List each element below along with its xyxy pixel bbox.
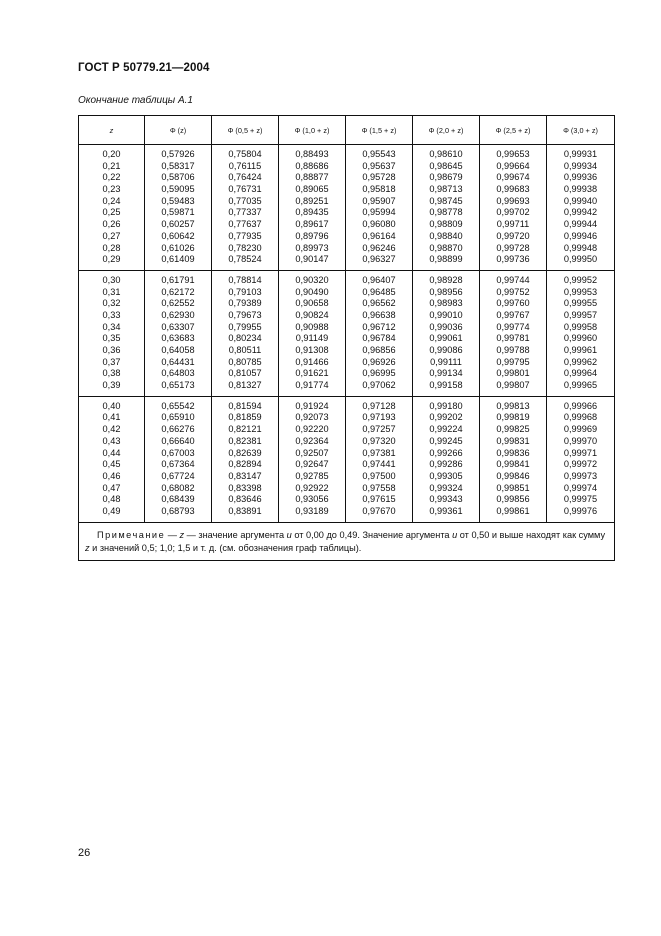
cell-value: 0,82639 bbox=[228, 447, 262, 458]
cell-value: 0,77337 bbox=[228, 207, 262, 218]
cell-value: 0,99934 bbox=[563, 160, 598, 171]
cell-value: 0,96856 bbox=[362, 345, 396, 355]
cell-value: 0,99361 bbox=[429, 505, 463, 516]
table-cell bbox=[413, 270, 480, 396]
table-row-group bbox=[79, 145, 615, 271]
cell-value: 0,99180 bbox=[429, 400, 463, 411]
cell-value: 0,66640 bbox=[161, 435, 195, 446]
cell-value: 0,98956 bbox=[429, 286, 463, 297]
cell-value: 0,91308 bbox=[295, 345, 329, 355]
cell-value: 0,93189 bbox=[295, 505, 329, 516]
cell-value: 0,90988 bbox=[295, 321, 329, 332]
table-cell bbox=[279, 270, 346, 396]
cell-value: 0,95637 bbox=[362, 160, 396, 171]
cell-value: 0,90320 bbox=[295, 274, 329, 285]
cell-value: 0,66276 bbox=[161, 424, 195, 435]
cell-value: 0,45 bbox=[102, 459, 121, 470]
cell-value: 0,98679 bbox=[429, 172, 463, 183]
cell-value: 0,98983 bbox=[429, 298, 463, 309]
cell-value: 0,99938 bbox=[563, 184, 598, 195]
cell-value: 0,99807 bbox=[496, 380, 530, 391]
cell-value: 0,96246 bbox=[362, 242, 396, 253]
cell-value: 0,95994 bbox=[362, 207, 396, 218]
cell-value: 0,78524 bbox=[228, 254, 262, 265]
cell-value: 0,31 bbox=[102, 286, 121, 297]
cell-value: 0,97615 bbox=[362, 494, 396, 505]
cell-value: 0,30 bbox=[102, 274, 121, 285]
cell-value: 0,89065 bbox=[295, 184, 329, 195]
cell-value: 0,99825 bbox=[496, 424, 530, 435]
column-header: Φ (1,0 + z) bbox=[279, 116, 346, 145]
cell-value: 0,95543 bbox=[362, 149, 396, 159]
cell-value: 0,91466 bbox=[295, 356, 329, 367]
cell-value: 0,46 bbox=[102, 470, 121, 481]
cell-value: 0,83398 bbox=[228, 482, 262, 493]
cell-value: 0,99957 bbox=[563, 309, 598, 320]
table-cell bbox=[547, 396, 615, 522]
cell-value: 0,91924 bbox=[295, 400, 329, 411]
distribution-table bbox=[78, 115, 615, 561]
cell-value: 0,99948 bbox=[563, 242, 598, 253]
table-cell bbox=[547, 145, 615, 271]
cell-value: 0,96926 bbox=[362, 356, 396, 367]
cell-value: 0,99693 bbox=[496, 195, 530, 206]
cell-value: 0,99036 bbox=[429, 321, 463, 332]
cell-value: 0,35 bbox=[102, 333, 121, 344]
cell-value: 0,99736 bbox=[496, 254, 530, 265]
cell-value: 0,99774 bbox=[496, 321, 530, 332]
cell-value: 0,95818 bbox=[362, 184, 396, 195]
cell-value: 0,96080 bbox=[362, 219, 396, 230]
cell-value: 0,20 bbox=[102, 149, 121, 159]
cell-value: 0,90147 bbox=[295, 254, 329, 265]
cell-value: 0,92073 bbox=[295, 412, 329, 423]
cell-value: 0,79955 bbox=[228, 321, 262, 332]
cell-value: 0,99752 bbox=[496, 286, 530, 297]
cell-value: 0,99836 bbox=[496, 447, 530, 458]
cell-value: 0,63683 bbox=[161, 333, 195, 344]
cell-value: 0,78814 bbox=[228, 274, 262, 285]
cell-value: 0,88493 bbox=[295, 149, 329, 159]
table-caption: Окончание таблицы А.1 bbox=[78, 95, 193, 106]
cell-value: 0,79673 bbox=[228, 309, 262, 320]
cell-value: 0,65173 bbox=[161, 380, 195, 391]
cell-value: 0,95907 bbox=[362, 195, 396, 206]
cell-value: 0,97381 bbox=[362, 447, 396, 458]
cell-value: 0,93056 bbox=[295, 494, 329, 505]
table-container bbox=[78, 115, 614, 561]
cell-value: 0,79103 bbox=[228, 286, 262, 297]
cell-value: 0,99266 bbox=[429, 447, 463, 458]
cell-value: 0,99940 bbox=[563, 195, 598, 206]
cell-value: 0,99134 bbox=[429, 368, 463, 379]
cell-value: 0,97320 bbox=[362, 435, 396, 446]
cell-value: 0,99976 bbox=[563, 505, 598, 516]
cell-value: 0,92507 bbox=[295, 447, 329, 458]
cell-value: 0,23 bbox=[102, 184, 121, 195]
cell-value: 0,65542 bbox=[161, 400, 195, 411]
cell-value: 0,89796 bbox=[295, 230, 329, 241]
cell-value: 0,21 bbox=[102, 160, 121, 171]
cell-value: 0,99936 bbox=[563, 172, 598, 183]
cell-value: 0,78230 bbox=[228, 242, 262, 253]
cell-value: 0,81327 bbox=[228, 380, 262, 391]
cell-value: 0,83646 bbox=[228, 494, 262, 505]
cell-value: 0,99760 bbox=[496, 298, 530, 309]
table-cell bbox=[480, 145, 547, 271]
cell-value: 0,88686 bbox=[295, 160, 329, 171]
cell-value: 0,98610 bbox=[429, 149, 463, 159]
cell-value: 0,99286 bbox=[429, 459, 463, 470]
table-cell bbox=[547, 270, 615, 396]
cell-value: 0,99974 bbox=[563, 482, 598, 493]
cell-value: 0,39 bbox=[102, 380, 121, 391]
cell-value: 0,98713 bbox=[429, 184, 463, 195]
cell-value: 0,96407 bbox=[362, 274, 396, 285]
table-cell bbox=[145, 145, 212, 271]
cell-value: 0,91149 bbox=[295, 333, 329, 344]
cell-value: 0,76115 bbox=[228, 160, 262, 171]
cell-value: 0,83891 bbox=[228, 505, 262, 516]
cell-value: 0,96164 bbox=[362, 230, 396, 241]
table-cell bbox=[346, 270, 413, 396]
cell-value: 0,99781 bbox=[496, 333, 530, 344]
cell-value: 0,62552 bbox=[161, 298, 195, 309]
cell-value: 0,99965 bbox=[563, 380, 598, 391]
cell-value: 0,99813 bbox=[496, 400, 530, 411]
cell-value: 0,89617 bbox=[295, 219, 329, 230]
cell-value: 0,36 bbox=[102, 345, 121, 355]
cell-value: 0,59871 bbox=[161, 207, 195, 218]
cell-value: 0,96995 bbox=[362, 368, 396, 379]
cell-value: 0,99711 bbox=[496, 219, 530, 230]
cell-value: 0,90824 bbox=[295, 309, 329, 320]
cell-value: 0,64058 bbox=[161, 345, 195, 355]
column-header: Φ (2,0 + z) bbox=[413, 116, 480, 145]
cell-value: 0,76731 bbox=[228, 184, 262, 195]
cell-value: 0,99744 bbox=[496, 274, 530, 285]
cell-value: 0,97558 bbox=[362, 482, 396, 493]
cell-value: 0,80785 bbox=[228, 356, 262, 367]
cell-value: 0,99158 bbox=[429, 380, 463, 391]
cell-value: 0,96327 bbox=[362, 254, 396, 265]
table-cell bbox=[346, 396, 413, 522]
cell-value: 0,99245 bbox=[429, 435, 463, 446]
cell-value: 0,43 bbox=[102, 435, 121, 446]
cell-value: 0,99111 bbox=[430, 356, 462, 367]
table-header-row bbox=[79, 116, 615, 145]
cell-value: 0,99962 bbox=[563, 356, 598, 367]
table-cell bbox=[145, 270, 212, 396]
cell-value: 0,96712 bbox=[362, 321, 396, 332]
cell-value: 0,90658 bbox=[295, 298, 329, 309]
cell-value: 0,99702 bbox=[496, 207, 530, 218]
table-row-group bbox=[79, 396, 615, 522]
cell-value: 0,89973 bbox=[295, 242, 329, 253]
cell-value: 0,99683 bbox=[496, 184, 530, 195]
cell-value: 0,92220 bbox=[295, 424, 329, 435]
cell-value: 0,77035 bbox=[228, 195, 262, 206]
table-cell bbox=[413, 145, 480, 271]
cell-value: 0,99953 bbox=[563, 286, 598, 297]
cell-value: 0,99653 bbox=[496, 149, 530, 159]
note-label: Примечание bbox=[97, 529, 166, 540]
cell-value: 0,67364 bbox=[161, 459, 195, 470]
cell-value: 0,57926 bbox=[161, 149, 195, 159]
cell-value: 0,99968 bbox=[563, 412, 598, 423]
cell-value: 0,88877 bbox=[295, 172, 329, 183]
cell-value: 0,99674 bbox=[496, 172, 530, 183]
cell-value: 0,42 bbox=[102, 424, 121, 435]
table-cell bbox=[346, 145, 413, 271]
cell-value: 0,99955 bbox=[563, 298, 598, 309]
table-cell bbox=[212, 270, 279, 396]
cell-value: 0,61409 bbox=[161, 254, 195, 265]
cell-value: 0,96485 bbox=[362, 286, 396, 297]
cell-value: 0,99966 bbox=[563, 400, 598, 411]
cell-value: 0,99819 bbox=[496, 412, 530, 423]
cell-value: 0,24 bbox=[102, 195, 121, 206]
cell-value: 0,60257 bbox=[161, 219, 195, 230]
cell-value: 0,81057 bbox=[228, 368, 262, 379]
cell-value: 0,98899 bbox=[429, 254, 463, 265]
cell-value: 0,82121 bbox=[228, 424, 262, 435]
cell-value: 0,99952 bbox=[563, 274, 598, 285]
table-cell bbox=[413, 396, 480, 522]
cell-value: 0,95728 bbox=[362, 172, 396, 183]
cell-value: 0,76424 bbox=[228, 172, 262, 183]
cell-value: 0,49 bbox=[102, 505, 121, 516]
cell-value: 0,82381 bbox=[228, 435, 262, 446]
cell-value: 0,63307 bbox=[161, 321, 195, 332]
cell-value: 0,75804 bbox=[228, 149, 262, 159]
column-header: Φ (0,5 + z) bbox=[212, 116, 279, 145]
cell-value: 0,97257 bbox=[362, 424, 396, 435]
column-header: Φ (3,0 + z) bbox=[547, 116, 615, 145]
cell-value: 0,81859 bbox=[228, 412, 262, 423]
column-header: Φ (2,5 + z) bbox=[480, 116, 547, 145]
cell-value: 0,29 bbox=[102, 254, 121, 265]
table-cell bbox=[79, 396, 145, 522]
cell-value: 0,92647 bbox=[295, 459, 329, 470]
cell-value: 0,89251 bbox=[295, 195, 329, 206]
cell-value: 0,96784 bbox=[362, 333, 396, 344]
cell-value: 0,32 bbox=[102, 298, 121, 309]
cell-value: 0,37 bbox=[102, 356, 121, 367]
table-cell bbox=[279, 145, 346, 271]
cell-value: 0,82894 bbox=[228, 459, 262, 470]
table-cell bbox=[480, 396, 547, 522]
cell-value: 0,61791 bbox=[161, 274, 195, 285]
cell-value: 0,89435 bbox=[295, 207, 329, 218]
cell-value: 0,98778 bbox=[429, 207, 463, 218]
cell-value: 0,96562 bbox=[362, 298, 396, 309]
cell-value: 0,79389 bbox=[228, 298, 262, 309]
table-cell bbox=[145, 396, 212, 522]
cell-value: 0,99795 bbox=[496, 356, 530, 367]
cell-value: 0,61026 bbox=[161, 242, 195, 253]
cell-value: 0,60642 bbox=[161, 230, 195, 241]
cell-value: 0,99728 bbox=[496, 242, 530, 253]
cell-value: 0,34 bbox=[102, 321, 121, 332]
cell-value: 0,99856 bbox=[496, 494, 530, 505]
cell-value: 0,62172 bbox=[161, 286, 195, 297]
cell-value: 0,99788 bbox=[496, 345, 530, 355]
table-cell bbox=[79, 145, 145, 271]
cell-value: 0,98809 bbox=[429, 219, 463, 230]
cell-value: 0,99973 bbox=[563, 470, 598, 481]
cell-value: 0,98870 bbox=[429, 242, 463, 253]
cell-value: 0,99942 bbox=[563, 207, 598, 218]
cell-value: 0,81594 bbox=[228, 400, 262, 411]
cell-value: 0,33 bbox=[102, 309, 121, 320]
cell-value: 0,99946 bbox=[563, 230, 598, 241]
cell-value: 0,62930 bbox=[161, 309, 195, 320]
cell-value: 0,99851 bbox=[496, 482, 530, 493]
cell-value: 0,99061 bbox=[429, 333, 463, 344]
cell-value: 0,99324 bbox=[429, 482, 463, 493]
cell-value: 0,48 bbox=[102, 494, 121, 505]
cell-value: 0,77637 bbox=[228, 219, 262, 230]
cell-value: 0,44 bbox=[102, 447, 121, 458]
cell-value: 0,47 bbox=[102, 482, 121, 493]
cell-value: 0,38 bbox=[102, 368, 121, 379]
cell-value: 0,97500 bbox=[362, 470, 396, 481]
cell-value: 0,67724 bbox=[161, 470, 195, 481]
cell-value: 0,64431 bbox=[161, 356, 195, 367]
cell-value: 0,99801 bbox=[496, 368, 530, 379]
cell-value: 0,98928 bbox=[429, 274, 463, 285]
table-body bbox=[79, 145, 615, 523]
cell-value: 0,99960 bbox=[563, 333, 598, 344]
cell-value: 0,83147 bbox=[228, 470, 262, 481]
cell-value: 0,99861 bbox=[496, 505, 530, 516]
cell-value: 0,99305 bbox=[429, 470, 463, 481]
cell-value: 0,99975 bbox=[563, 494, 598, 505]
column-header: Φ (1,5 + z) bbox=[346, 116, 413, 145]
cell-value: 0,99086 bbox=[429, 345, 463, 355]
cell-value: 0,59095 bbox=[161, 184, 195, 195]
note-row bbox=[79, 522, 615, 560]
cell-value: 0,99969 bbox=[563, 424, 598, 435]
cell-value: 0,22 bbox=[102, 172, 121, 183]
cell-value: 0,59483 bbox=[161, 195, 195, 206]
cell-value: 0,99202 bbox=[429, 412, 463, 423]
cell-value: 0,77935 bbox=[228, 230, 262, 241]
cell-value: 0,80511 bbox=[228, 345, 262, 355]
cell-value: 0,99846 bbox=[496, 470, 530, 481]
cell-value: 0,99720 bbox=[496, 230, 530, 241]
cell-value: 0,96638 bbox=[362, 309, 396, 320]
cell-value: 0,97062 bbox=[362, 380, 396, 391]
page-number: 26 bbox=[78, 847, 91, 859]
cell-value: 0,99958 bbox=[563, 321, 598, 332]
cell-value: 0,97441 bbox=[362, 459, 396, 470]
cell-value: 0,68439 bbox=[161, 494, 195, 505]
cell-value: 0,80234 bbox=[228, 333, 262, 344]
cell-value: 0,98840 bbox=[429, 230, 463, 241]
cell-value: 0,91774 bbox=[295, 380, 329, 391]
document-header: ГОСТ Р 50779.21—2004 bbox=[78, 62, 210, 74]
cell-value: 0,92922 bbox=[295, 482, 329, 493]
cell-value: 0,68082 bbox=[161, 482, 195, 493]
column-header: Φ (z) bbox=[145, 116, 212, 145]
cell-value: 0,99841 bbox=[496, 459, 530, 470]
table-note: Примечание — z — значение аргумента u от 0,00 до 0,49. Значение аргумента u от 0,50 и выше находят как сумму z и значений 0,5; 1,0; 1,5 и т. д. (см. обозначения граф таблицы). bbox=[79, 522, 615, 560]
cell-value: 0,91621 bbox=[295, 368, 329, 379]
cell-value: 0,99224 bbox=[429, 424, 463, 435]
cell-value: 0,99343 bbox=[429, 494, 463, 505]
cell-value: 0,28 bbox=[102, 242, 121, 253]
cell-value: 0,98645 bbox=[429, 160, 463, 171]
cell-value: 0,99971 bbox=[563, 447, 598, 458]
cell-value: 0,68793 bbox=[161, 505, 195, 516]
cell-value: 0,58317 bbox=[161, 160, 195, 171]
cell-value: 0,99010 bbox=[429, 309, 463, 320]
cell-value: 0,67003 bbox=[161, 447, 195, 458]
cell-value: 0,99664 bbox=[496, 160, 530, 171]
cell-value: 0,99970 bbox=[563, 435, 598, 446]
cell-value: 0,97193 bbox=[362, 412, 396, 423]
cell-value: 0,99931 bbox=[563, 149, 598, 159]
table-row-group bbox=[79, 270, 615, 396]
cell-value: 0,97670 bbox=[362, 505, 396, 516]
cell-value: 0,27 bbox=[102, 230, 121, 241]
cell-value: 0,99961 bbox=[563, 345, 598, 355]
table-cell bbox=[212, 145, 279, 271]
cell-value: 0,26 bbox=[102, 219, 121, 230]
table-cell bbox=[279, 396, 346, 522]
cell-value: 0,99972 bbox=[563, 459, 598, 470]
cell-value: 0,64803 bbox=[161, 368, 195, 379]
cell-value: 0,99950 bbox=[563, 254, 598, 265]
table-cell bbox=[79, 270, 145, 396]
table-cell bbox=[480, 270, 547, 396]
cell-value: 0,97128 bbox=[362, 400, 396, 411]
cell-value: 0,99944 bbox=[563, 219, 598, 230]
cell-value: 0,25 bbox=[102, 207, 121, 218]
cell-value: 0,40 bbox=[102, 400, 121, 411]
cell-value: 0,90490 bbox=[295, 286, 329, 297]
cell-value: 0,65910 bbox=[161, 412, 195, 423]
cell-value: 0,98745 bbox=[429, 195, 463, 206]
column-header: z bbox=[79, 116, 145, 145]
table-cell bbox=[212, 396, 279, 522]
cell-value: 0,58706 bbox=[161, 172, 195, 183]
cell-value: 0,99767 bbox=[496, 309, 530, 320]
cell-value: 0,99964 bbox=[563, 368, 598, 379]
cell-value: 0,41 bbox=[102, 412, 121, 423]
cell-value: 0,92364 bbox=[295, 435, 329, 446]
cell-value: 0,92785 bbox=[295, 470, 329, 481]
cell-value: 0,99831 bbox=[496, 435, 530, 446]
